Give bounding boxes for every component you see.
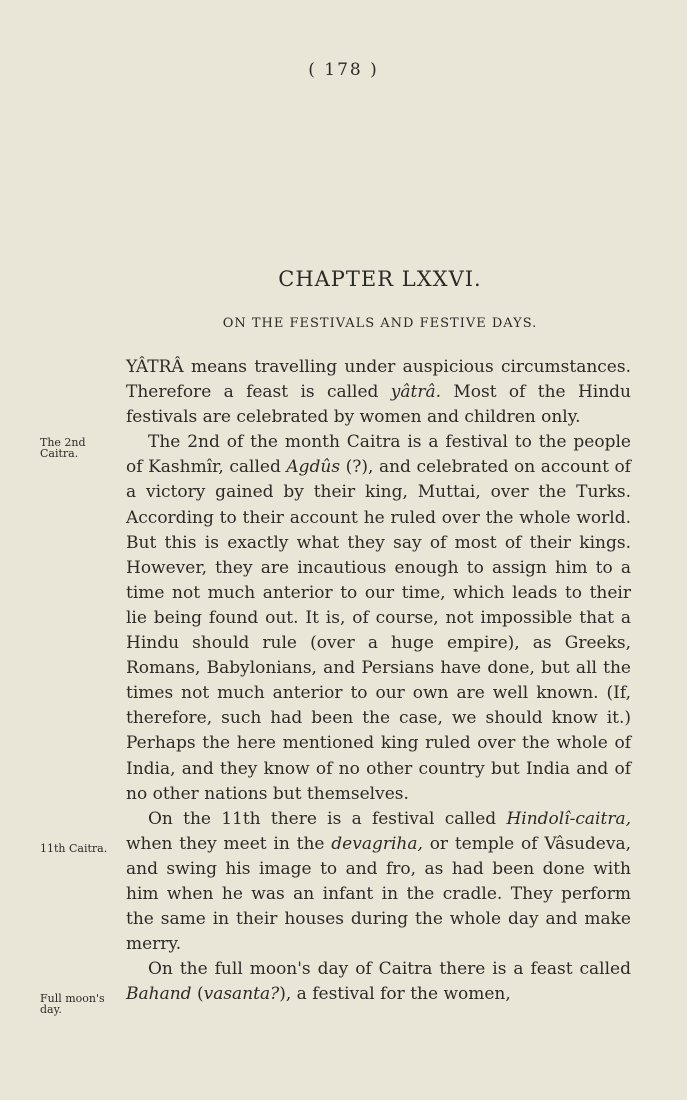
margin-note: The 2nd Caitra. bbox=[40, 436, 86, 460]
chapter-subtitle: ON THE FESTIVALS AND FESTIVE DAYS. bbox=[222, 316, 538, 331]
paragraph: The 2nd of the month Caitra is a festival to the people of Kashmîr, called Agdûs (?), and celebrated on account of a victory gained by their king, Muttai, over the Turks. According to their account he ruled over the whole world. But this is exactly what they say of most of their kings. However, they are incautious enough to assign him to a time not much anterior to our time, which leads to their lie being found out. It is, of course, not impossible that a Hindu should rule (over a huge empire), as Greeks, Romans, Babylonians, and Persians have done, but all the times not much anterior to our own are well known. (If, therefore, such had been the case, we should know it.) Perhaps the here mentioned king ruled over the whole of India, and they know of no other country but India and of no other nations but themselves. bbox=[126, 432, 631, 804]
page-number: ( 178 ) bbox=[308, 60, 379, 80]
body-text bbox=[126, 355, 631, 1007]
chapter-title: CHAPTER LXXVI. bbox=[278, 267, 482, 291]
paragraph: On the full moon's day of Caitra there is a feast called Bahand (vasanta?), a festival for the women, bbox=[126, 959, 631, 1005]
margin-note: Full moon's day. bbox=[40, 992, 105, 1016]
paragraph: YÂTRÂ means travelling under auspicious circumstances. Therefore a feast is called yâtrâ. Most of the Hindu festivals are celebrated by women and children only. bbox=[126, 357, 631, 428]
paragraph: On the 11th there is a festival called Hindolî-caitra, when they meet in the devagriha, or temple of Vâsudeva, and swing his image to and fro, as had been done with him when he was an infant in the cradle. They perform the same in their houses during the whole day and make merry. bbox=[126, 808, 631, 955]
margin-note: 11th Caitra. bbox=[40, 842, 108, 855]
